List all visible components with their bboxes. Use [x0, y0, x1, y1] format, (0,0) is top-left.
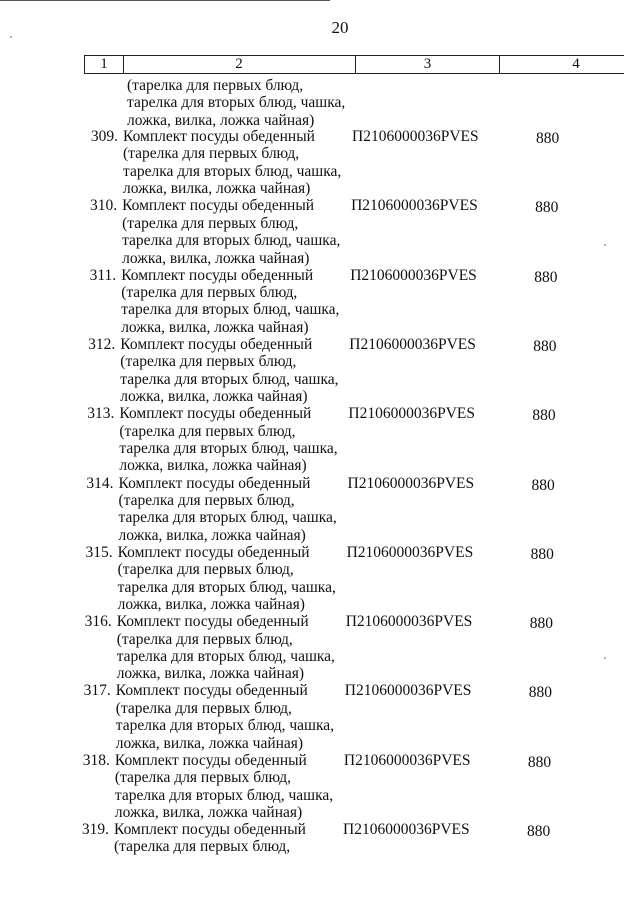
item-quantity: 880: [527, 753, 552, 771]
item-name-line: ложка, вилка, ложка чайная): [116, 665, 304, 683]
item-name-line: (тарелка для первых блюд,: [123, 145, 300, 163]
row-number: 316.: [84, 613, 112, 631]
item-name: [116, 682, 356, 752]
item-code: П2106000036PVES: [345, 613, 473, 631]
row-number: 312.: [88, 335, 116, 353]
scan-speck: [604, 657, 606, 659]
item-code: П2106000036PVES: [346, 543, 474, 561]
header-col-4-label: 4: [572, 56, 580, 72]
continued-item-text: [127, 77, 345, 129]
continued-line: (тарелка для первых блюд,: [127, 77, 304, 94]
row-number: 311.: [89, 266, 117, 284]
item-name-line: (тарелка для первых блюд,: [114, 769, 292, 787]
item-name: [119, 475, 359, 545]
item-name: [119, 405, 359, 475]
item-name-line: тарелка для вторых блюд, чашка,: [122, 232, 341, 250]
item-name-line: тарелка для вторых блюд, чашка,: [115, 717, 335, 735]
item-name-line: (тарелка для первых блюд,: [117, 561, 294, 579]
item-quantity: 880: [536, 130, 560, 147]
item-name-line: (тарелка для первых блюд,: [119, 422, 296, 440]
item-name: [117, 613, 357, 683]
item-code: П2106000036PVES: [347, 474, 475, 492]
item-name-line: Комплект посуды обеденный: [114, 821, 306, 838]
item-name-line: тарелка для вторых блюд, чашка,: [120, 370, 339, 388]
item-name-line: тарелка для вторых блюд, чашка,: [121, 301, 340, 319]
item-name-line: (тарелка для первых блюд,: [118, 491, 295, 509]
item-name-line: ложка, вилка, ложка чайная): [121, 318, 309, 336]
continued-line: тарелка для вторых блюд, чашка,: [127, 94, 346, 112]
item-name: [121, 267, 361, 337]
item-quantity: 880: [530, 545, 554, 563]
row-number: 315.: [85, 543, 113, 561]
item-name-line: тарелка для вторых блюд, чашка,: [116, 647, 335, 665]
item-name-line: (тарелка для первых блюд,: [121, 284, 298, 301]
item-name-line: Комплект посуды обеденный: [121, 266, 314, 284]
item-name-line: (тарелка для первых блюд,: [122, 214, 299, 232]
item-name: [123, 128, 363, 198]
header-col-3: 3: [356, 55, 500, 74]
header-col-2: 2: [123, 55, 356, 74]
item-name-line: Комплект посуды обеденный: [120, 335, 313, 353]
item-name-line: (тарелка для первых блюд,: [120, 353, 297, 371]
item-name-line: (тарелка для первых блюд,: [114, 838, 291, 856]
item-name-line: (тарелка для первых блюд,: [116, 630, 293, 648]
item-name-line: Комплект посуды обеденный: [118, 474, 311, 492]
item-name-line: ложка, вилка, ложка чайная): [123, 180, 311, 198]
page-number: 20: [331, 18, 349, 37]
row-number: 310.: [89, 197, 118, 215]
item-name-line: Комплект посуды обеденный: [117, 543, 310, 561]
item-name: [122, 197, 362, 267]
item-name: [120, 336, 360, 406]
item-name-line: ложка, вилка, ложка чайная): [122, 249, 310, 267]
item-name-line: Комплект посуды обеденный: [123, 128, 315, 145]
item-quantity: 880: [527, 823, 551, 840]
item-code: П2106000036PVES: [352, 128, 479, 145]
item-name-line: ложка, вилка, ложка чайная): [115, 734, 304, 752]
item-quantity: 880: [533, 337, 557, 355]
item-name-line: ложка, вилка, ложка чайная): [119, 457, 307, 475]
item-code: П2106000036PVES: [350, 266, 477, 284]
item-name-line: ложка, вилка, ложка чайная): [120, 388, 308, 406]
scan-speck: [604, 244, 606, 246]
item-name-line: Комплект посуды обеденный: [115, 682, 308, 700]
item-name: [115, 752, 355, 822]
item-name-line: ложка, вилка, ложка чайная): [117, 596, 305, 614]
item-name-line: ложка, вилка, ложка чайная): [118, 526, 306, 544]
header-col-4: [500, 55, 624, 74]
item-name-line: тарелка для вторых блюд, чашка,: [119, 440, 338, 457]
row-number: 309.: [90, 128, 118, 145]
item-quantity: 880: [535, 199, 559, 217]
table-header: [84, 55, 624, 74]
item-name-line: тарелка для вторых блюд, чашка,: [123, 162, 342, 180]
item-quantity: 880: [529, 615, 553, 633]
item-name-line: тарелка для вторых блюд, чашка,: [118, 509, 337, 527]
scan-speck: [10, 36, 12, 38]
item-name-line: Комплект посуды обеденный: [116, 613, 309, 631]
item-name-line: тарелка для вторых блюд, чашка,: [117, 578, 336, 596]
continued-line: ложка, вилка, ложка чайная): [127, 111, 315, 129]
item-code: П2106000036PVES: [343, 821, 470, 838]
row-number: 314.: [86, 474, 114, 492]
item-name: [118, 544, 358, 614]
item-name-line: Комплект посуды обеденный: [122, 197, 315, 215]
item-name: [114, 821, 354, 856]
item-quantity: 880: [534, 268, 558, 286]
item-code: П2106000036PVES: [348, 405, 475, 423]
item-quantity: 880: [532, 407, 556, 425]
row-number: 313.: [87, 405, 115, 423]
item-name-line: (тарелка для первых блюд,: [115, 699, 292, 717]
item-code: П2106000036PVES: [351, 197, 478, 215]
row-number: 319.: [81, 821, 109, 838]
item-name-line: тарелка для вторых блюд, чашка,: [114, 786, 334, 804]
item-code: П2106000036PVES: [343, 751, 471, 769]
item-code: П2106000036PVES: [349, 335, 476, 353]
item-name-line: ложка, вилка, ложка чайная): [114, 803, 303, 821]
item-name-line: Комплект посуды обеденный: [119, 405, 312, 423]
header-col-1: 1: [84, 55, 124, 74]
item-quantity: 880: [531, 476, 555, 494]
item-quantity: 880: [528, 684, 553, 702]
item-name-line: Комплект посуды обеденный: [114, 751, 307, 769]
item-code: П2106000036PVES: [344, 682, 472, 700]
row-number: 317.: [83, 682, 111, 700]
scan-top-rule: [0, 0, 330, 1]
row-number: 318.: [82, 751, 110, 769]
